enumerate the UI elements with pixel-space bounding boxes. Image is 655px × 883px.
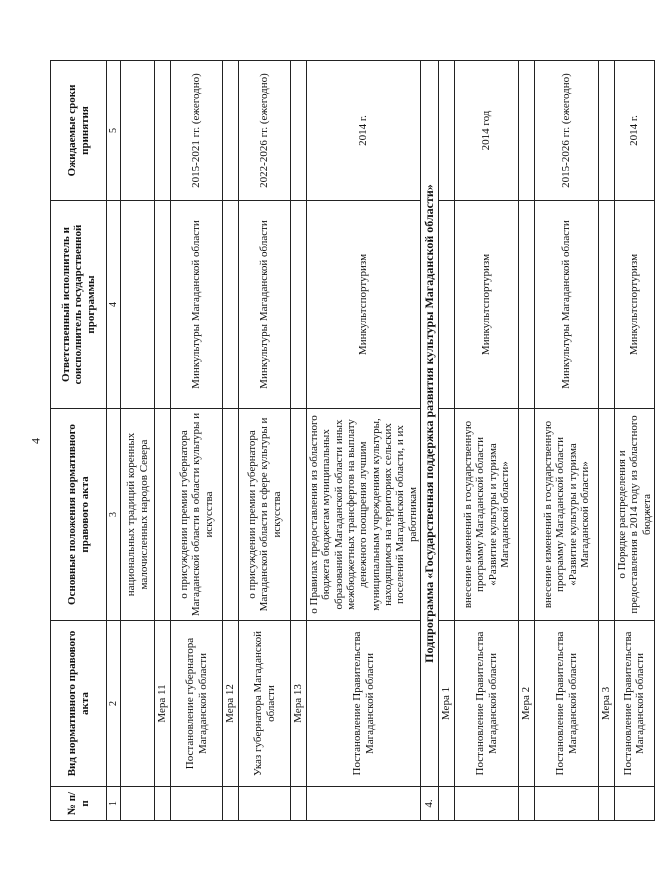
table-row xyxy=(615,61,655,821)
colnum-2: 2 xyxy=(107,621,121,787)
cell-act-type: Постановление Правительства Магаданской области xyxy=(615,621,655,787)
document-table-container xyxy=(50,61,653,821)
cell-content: внесение изменений в государственную программу Магаданской области «Развитие культуры и туризма Магаданской области» xyxy=(535,409,599,621)
measure-row xyxy=(223,61,239,821)
table-row xyxy=(171,61,223,821)
measure-label: Мера 1 xyxy=(439,621,455,787)
page-number: 4 xyxy=(28,438,43,444)
section-number: 4. xyxy=(421,787,439,821)
measure-row xyxy=(599,61,615,821)
cell-terms: 2014 г. xyxy=(307,61,421,201)
measure-row xyxy=(155,61,171,821)
cell-executor: Минкультуры Магаданской области xyxy=(535,201,599,409)
measure-label: Мера 2 xyxy=(519,621,535,787)
measure-label: Мера 12 xyxy=(223,621,239,787)
cell-executor: Минкультуры Магаданской области xyxy=(171,201,223,409)
cell-terms: 2015-2021 гг. (ежегодно) xyxy=(171,61,223,201)
measure-label: Мера 11 xyxy=(155,621,171,787)
colnum-5: 5 xyxy=(107,61,121,201)
cell-content: внесение изменений в государственную программу Магаданской области «Развитие культуры и туризма Магаданской области» xyxy=(455,409,519,621)
measure-row xyxy=(519,61,535,821)
header-terms: Ожидаемые сроки принятия xyxy=(51,61,107,201)
cell-act-type: Постановление Правительства Магаданской области xyxy=(307,621,421,787)
table-row xyxy=(455,61,519,821)
cell-content: о присуждении премии губернатора Магаданской области в области культуры и искусства xyxy=(171,409,223,621)
cell-act-type: Постановление губернатора Магаданской области xyxy=(171,621,223,787)
cell-content: национальных традиций коренных малочисленных народов Севера xyxy=(121,409,155,621)
cell-executor: Минкультспортуризм xyxy=(615,201,655,409)
cell-terms: 2014 г. xyxy=(615,61,655,201)
subprogram-title: Подпрограмма «Государственная поддержка развития культуры Магаданской области» xyxy=(421,61,439,787)
table-row xyxy=(239,61,291,821)
colnum-1: 1 xyxy=(107,787,121,821)
cell-act-type: Постановление Правительства Магаданской области xyxy=(535,621,599,787)
colnum-4: 4 xyxy=(107,201,121,409)
colnum-3: 3 xyxy=(107,409,121,621)
cell-terms: 2015-2026 гг. (ежегодно) xyxy=(535,61,599,201)
normative-acts-table xyxy=(50,60,655,821)
header-act-type: Вид нормативного правового акта xyxy=(51,621,107,787)
cell-act-type: Указ губернатора Магаданской области xyxy=(239,621,291,787)
cell-terms: 2022-2026 гг. (ежегодно) xyxy=(239,61,291,201)
measure-row xyxy=(291,61,307,821)
cell-act-type: Постановление Правительства Магаданской области xyxy=(455,621,519,787)
cell-executor: Минкультуры Магаданской области xyxy=(239,201,291,409)
subprogram-row xyxy=(421,61,439,821)
cell-content: о Правилах предоставления из областного бюджета бюджетам муниципальных образований Магаданской области иных межбюджетных трансфертов на выплату денежного поощрения лучшим муниципальным учреждениям культуры, находящимся на территориях сельских поселений Магаданской области, и их работникам xyxy=(307,409,421,621)
table-row xyxy=(535,61,599,821)
header-executor: Ответственный исполнитель и соисполнитель государственной программы xyxy=(51,201,107,409)
cell-content: о присуждении премии губернатора Магаданской области в сфере культуры и искусства xyxy=(239,409,291,621)
header-row xyxy=(51,61,107,821)
header-num: № п/п xyxy=(51,787,107,821)
measure-label: Мера 3 xyxy=(599,621,615,787)
cell-terms: 2014 год xyxy=(455,61,519,201)
column-numbers-row xyxy=(107,61,121,821)
header-content: Основные положения нормативного правового акта xyxy=(51,409,107,621)
cell-content: о Порядке распределения и предоставления в 2014 году из областного бюджета xyxy=(615,409,655,621)
table-row xyxy=(121,61,155,821)
table-row xyxy=(307,61,421,821)
measure-row xyxy=(439,61,455,821)
cell-executor: Минкультспортуризм xyxy=(307,201,421,409)
measure-label: Мера 13 xyxy=(291,621,307,787)
cell-executor: Минкультспортуризм xyxy=(455,201,519,409)
